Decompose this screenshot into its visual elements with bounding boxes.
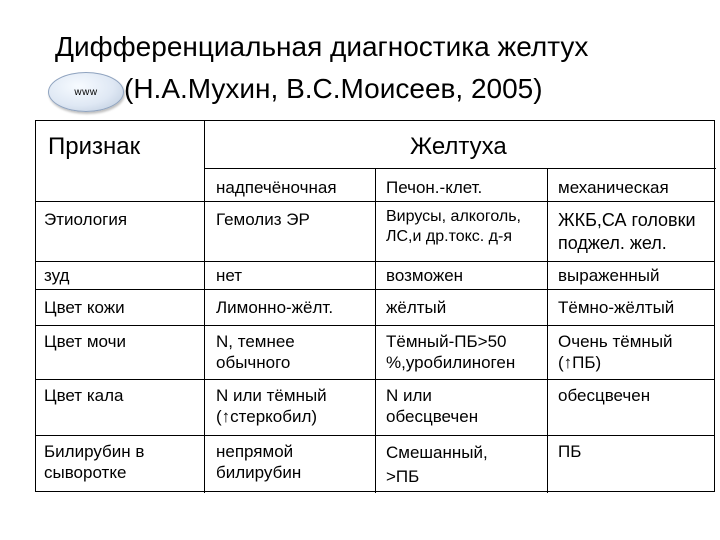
header-sign: Признак	[48, 133, 141, 160]
row-skin-c3: Тёмно-жёлтый	[558, 298, 675, 317]
row-urine-c2	[386, 331, 515, 373]
table-rule	[204, 121, 205, 493]
row-skin-sign: Цвет кожи	[44, 298, 125, 317]
row-etiology-sign: Этиология	[44, 210, 128, 229]
row-urine-c1	[216, 331, 295, 373]
row-stool-c1	[216, 385, 327, 427]
cell-line: %,уробилиноген	[386, 353, 516, 372]
row-itch-sign: зуд	[44, 266, 70, 285]
cell-line: N или тёмный	[216, 386, 327, 405]
row-bilirubin-c3: ПБ	[558, 442, 582, 461]
cell-line: >ПБ	[386, 467, 420, 486]
row-urine-sign: Цвет мочи	[44, 332, 126, 351]
diagnosis-table	[35, 120, 715, 492]
cell-line: сыворотке	[44, 463, 127, 482]
cell-line: Билирубин в	[44, 442, 145, 461]
cell-line: ЖКБ,СА головки	[558, 210, 696, 230]
table-rule	[375, 168, 376, 493]
cell-line: обесцвечен	[386, 407, 479, 426]
www-label: www	[74, 86, 98, 98]
row-skin-c2: жёлтый	[386, 298, 447, 317]
row-skin-c1: Лимонно-жёлт.	[216, 298, 334, 317]
cell-line: билирубин	[216, 463, 302, 482]
row-stool-sign: Цвет кала	[44, 386, 124, 405]
row-itch-c3: выраженный	[558, 266, 660, 285]
cell-line: обычного	[216, 353, 291, 372]
cell-line: ЛС,и др.токс. д-я	[386, 228, 513, 245]
row-urine-c3	[558, 331, 673, 373]
cell-line: поджел. жел.	[558, 233, 667, 253]
row-bilirubin-sign	[44, 441, 144, 483]
cell-line: Тёмный-ПБ>50	[386, 332, 507, 351]
cell-line: Вирусы, алкоголь,	[386, 208, 521, 225]
cell-line: (↑стеркобил)	[216, 407, 318, 426]
cell-line: N или	[386, 386, 432, 405]
row-etiology-c3	[558, 209, 696, 255]
page-title: Дифференциальная диагностика желтух	[55, 31, 589, 62]
row-bilirubin-c1	[216, 441, 301, 483]
cell-line: N, темнее	[216, 332, 295, 351]
cell-line: непрямой	[216, 442, 294, 461]
cell-line: Очень тёмный	[558, 332, 673, 351]
row-itch-c1: нет	[216, 266, 243, 285]
table-rule	[204, 168, 716, 169]
page-subtitle: (Н.А.Мухин, В.С.Моисеев, 2005)	[124, 73, 543, 104]
row-etiology-c1: Гемолиз ЭР	[216, 210, 310, 229]
row-itch-c2: возможен	[386, 266, 464, 285]
row-bilirubin-c2	[386, 441, 488, 489]
row-stool-c3: обесцвечен	[558, 386, 651, 405]
subheader-hepatocellular: Печон.-клет.	[386, 178, 483, 197]
subheader-obstructive: механическая	[558, 178, 669, 197]
header-jaundice: Желтуха	[410, 133, 507, 160]
subheader-prehepatic: надпечёночная	[216, 178, 337, 197]
www-badge[interactable]	[48, 72, 124, 112]
cell-line: Смешанный,	[386, 443, 488, 462]
row-stool-c2	[386, 385, 478, 427]
table-rule	[547, 168, 548, 493]
row-etiology-c2	[386, 207, 521, 247]
cell-line: (↑ПБ)	[558, 353, 602, 372]
